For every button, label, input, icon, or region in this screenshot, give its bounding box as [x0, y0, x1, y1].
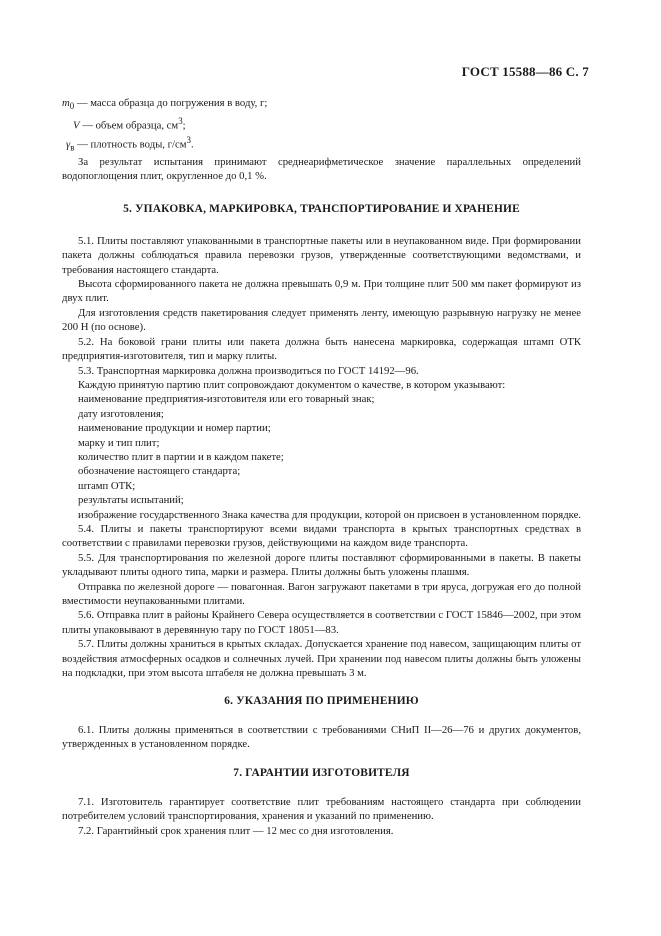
definition-text: — масса образца до погружения в воду, г; [74, 97, 268, 109]
list-item: количество плит в партии и в каждом пакете; [78, 450, 284, 463]
para-5-5-rail: Отправка по железной дороге — повагонная. Вагон загружают пакетами в три яруса, догружая его до полной вместимости неупакованными плитами. [62, 580, 581, 607]
para-7-1: 7.1. Изготовитель гарантирует соответствие плит требованиям настоящего стандарта при соблюдении потребителем условий транспортирования, хранения и указаний по применению. [62, 796, 581, 823]
para-5-2: 5.2. На боковой грани плиты или пакета должна быть нанесена маркировка, содержащая штамп ОТК предприятия-изготовителя, тип и марку плиты. [62, 335, 581, 363]
section-5-title: 5. УПАКОВКА, МАРКИРОВКА, ТРАНСПОРТИРОВАНИЕ И ХРАНЕНИЕ [123, 203, 520, 216]
punctuation: ; [182, 119, 186, 132]
para-5-4: 5.4. Плиты и пакеты транспортируют всеми видами транспорта в крытых транспортных средствах в соответствии с правилами перевозки грузов, действующими на каждом виде транспорта. [62, 522, 581, 550]
list-item: марку и тип плит; [78, 436, 160, 449]
definition-text: — плотность воды, г/см [74, 138, 187, 151]
para-6-1: 6.1. Плиты должны применяться в соответствии с требованиями СНиП II—26—76 и других документов, утвержденных в установленном порядке. [62, 723, 581, 751]
para-5-6: 5.6. Отправка плит в районы Крайнего Севера осуществляется в соответствии с ГОСТ 15846—2002, при этом плиты упаковывают в деревянную тару по ГОСТ 18051—83. [62, 609, 581, 636]
unit-superscript: 3 [186, 134, 191, 145]
section-6-title: 6. УКАЗАНИЯ ПО ПРИМЕНЕНИЮ [224, 695, 419, 708]
list-item: результаты испытаний; [78, 494, 184, 507]
section-7-title: 7. ГАРАНТИИ ИЗГОТОВИТЕЛЯ [233, 766, 410, 779]
definition-v [62, 114, 581, 133]
result-paragraph: За результат испытания принимают среднеарифметическое значение параллельных определений водопоглощения плит, округленное до 0,1 %. [62, 155, 581, 183]
para-5-3: 5.3. Транспортная маркировка должна производиться по ГОСТ 14192—96. [78, 364, 419, 377]
para-5-1-height: Высота сформированного пакета не должна превышать 0,9 м. При толщине плит 500 мм пакет формируют из двух плит. [62, 278, 581, 305]
para-5-1-tape: Для изготовления средств пакетирования следует применять ленту, имеющую разрывную нагрузку не менее 200 Н (по основе). [62, 306, 581, 334]
list-item-quality-mark: изображение государственного Знака качества для продукции, которой он присвоен в установленном порядке. [78, 508, 581, 521]
list-item: штамп ОТК; [78, 479, 136, 492]
para-5-1: 5.1. Плиты поставляют упакованными в транспортные пакеты или в неупакованном виде. При формировании пакета должны соблюдаться правила перевозки грузов, утвержденные соответствующими ведомствами, и требования настоящего стандарта. [62, 234, 581, 276]
list-item: наименование продукции и номер партии; [78, 422, 271, 435]
list-item: наименование предприятия-изготовителя или его товарный знак; [78, 393, 375, 406]
para-5-3-document: Каждую принятую партию плит сопровождают документом о качестве, в котором указывают: [78, 378, 506, 391]
unit-superscript: 3 [178, 115, 183, 126]
definition-text: — объем образца, см [79, 119, 179, 132]
definition-m0 [62, 96, 581, 114]
list-item: обозначение настоящего стандарта; [78, 465, 241, 478]
definition-gamma [62, 133, 581, 155]
punctuation: . [190, 138, 194, 151]
symbol-subscript: в [70, 142, 75, 153]
symbol: m [62, 97, 70, 109]
symbol: γ [66, 138, 71, 151]
symbol-subscript: 0 [69, 101, 75, 112]
page-header: ГОСТ 15588—86 С. 7 [461, 64, 589, 79]
para-5-7: 5.7. Плиты должны храниться в крытых складах. Допускается хранение под навесом, защищающим плиты от воздействия атмосферных осадков и солнечных лучей. При хранении под навесом плиты должны быть уложены на подкладки, при этом высота штабеля не должна превышать 3 м. [62, 638, 581, 680]
para-7-2: 7.2. Гарантийный срок хранения плит — 12 мес со дня изготовления. [78, 824, 394, 837]
document-body [62, 96, 581, 838]
para-5-5: 5.5. Для транспортирования по железной дороге плиты поставляют сформированными в пакеты. В пакеты укладывают плиты одного типа, марки и размера. Плиты должны быть уложены плашмя. [62, 551, 581, 579]
list-item: дату изготовления; [78, 407, 164, 420]
symbol: V [73, 119, 80, 132]
